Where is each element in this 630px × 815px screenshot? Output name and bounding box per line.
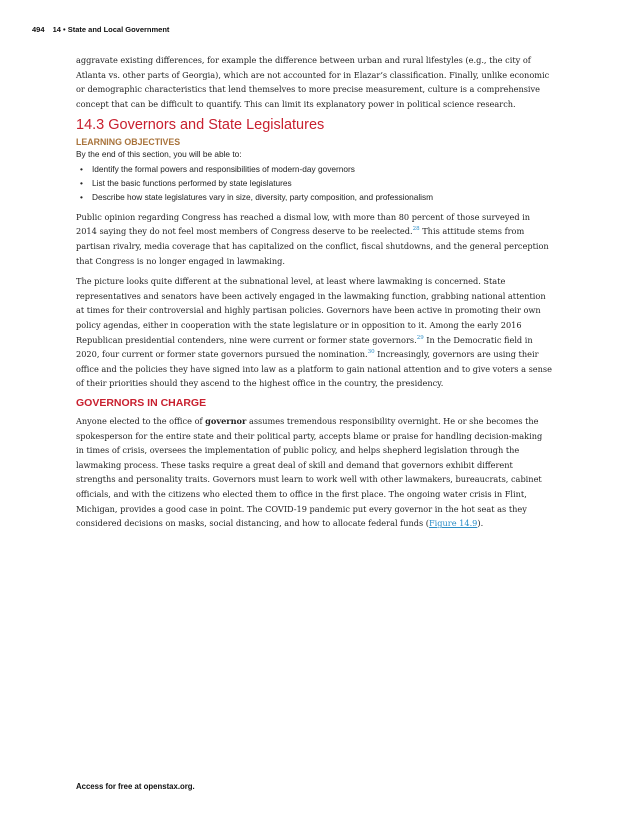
section-title: 14.3 Governors and State Legislatures xyxy=(76,117,325,134)
page-number: 494 xyxy=(32,25,45,34)
chapter-title: 14 • State and Local Government xyxy=(52,25,170,34)
intro-paragraph: aggravate existing differences, for example the difference between urban and rural lifestyles (e.g., the city of Atlanta vs. other parts of Georgia), which are not accounted for in Elazar’s classification. Finally, unlike economic or demographic characteristics that lend themselves to more precise measurement, culture is a comprehensive concept that can be difficult to quantify. This can limit its explanatory power in political science research. xyxy=(76,55,550,109)
list-item: • Describe how state legislatures vary in size, diversity, party composition, and professionalism xyxy=(76,190,552,204)
learning-objectives-heading: LEARNING OBJECTIVES xyxy=(76,137,181,148)
footnote-ref[interactable]: 29 xyxy=(416,334,424,341)
main-content xyxy=(76,53,552,537)
paragraph-governors: Anyone elected to the office of governor assumes tremendous responsibility overnight. He or she becomes the spokesperson for the entire state and their political party, accepts blame or praise for handling decision-making in times of crisis, oversees the implementation of public policy, and helps shepherd legislation through the lawmaking process. These tasks require a great deal of skill and demand that governors exhibit different strengths and personality traits. Governors must learn to work well with other lawmakers, bureaucrats, cabinet officials, and with the citizens who elected them to office in the first place. The ongoing water crisis in Flint, Michigan, provides a good case in point. The COVID-19 pandemic put every governor in the hot seat as they considered decisions on masks, social distancing, and how to allocate federal funds (Figure 14.9). xyxy=(76,416,543,529)
figure-link[interactable]: Figure 14.9 xyxy=(428,518,478,529)
learning-objectives-intro: By the end of this section, you will be able to: xyxy=(76,149,242,160)
learning-objectives-list xyxy=(76,162,552,204)
page-footer: Access for free at openstax.org. xyxy=(76,782,195,791)
key-term: governor xyxy=(205,416,247,426)
subsection-title: GOVERNORS IN CHARGE xyxy=(76,397,207,409)
list-item: • List the basic functions performed by state legislatures xyxy=(76,176,552,190)
list-item: • Identify the formal powers and responsibilities of modern-day governors xyxy=(76,162,552,176)
running-header xyxy=(32,25,169,34)
footnote-ref[interactable]: 28 xyxy=(412,226,420,233)
footnote-ref[interactable]: 30 xyxy=(367,349,375,356)
paragraph-subnational: The picture looks quite different at the subnational level, at least where lawmaking is concerned. State representatives and senators have been actively engaged in the lawmaking function, grabbing national attention at times for their controversial and highly partisan policies. Governors have been active in promoting their own policy agendas, either in cooperation with the state legislature or in opposition to it. Among the early 2016 Republican presidential contenders, nine were current or former state governors.$^{29}$ In the Democratic field in 2020, four current or former state governors pursued the nomination.$^{30}$ Increasingly, governors are using their office and the policies they have signed into law as a platform to gain national attention and to give voters a sense of their priorities should they ascend to the highest office in the country, the presidency. xyxy=(76,276,552,389)
paragraph-congress-opinion: Public opinion regarding Congress has reached a dismal low, with more than 80 percent of those surveyed in 2014 saying they do not feel most members of Congress deserve to be reelected.$^{28}$ This attitude stems from partisan rivalry, media coverage that has capitalized on the conflict, fiscal shutdowns, and the general perception that Congress is no longer engaged in lawmaking. xyxy=(76,211,549,266)
